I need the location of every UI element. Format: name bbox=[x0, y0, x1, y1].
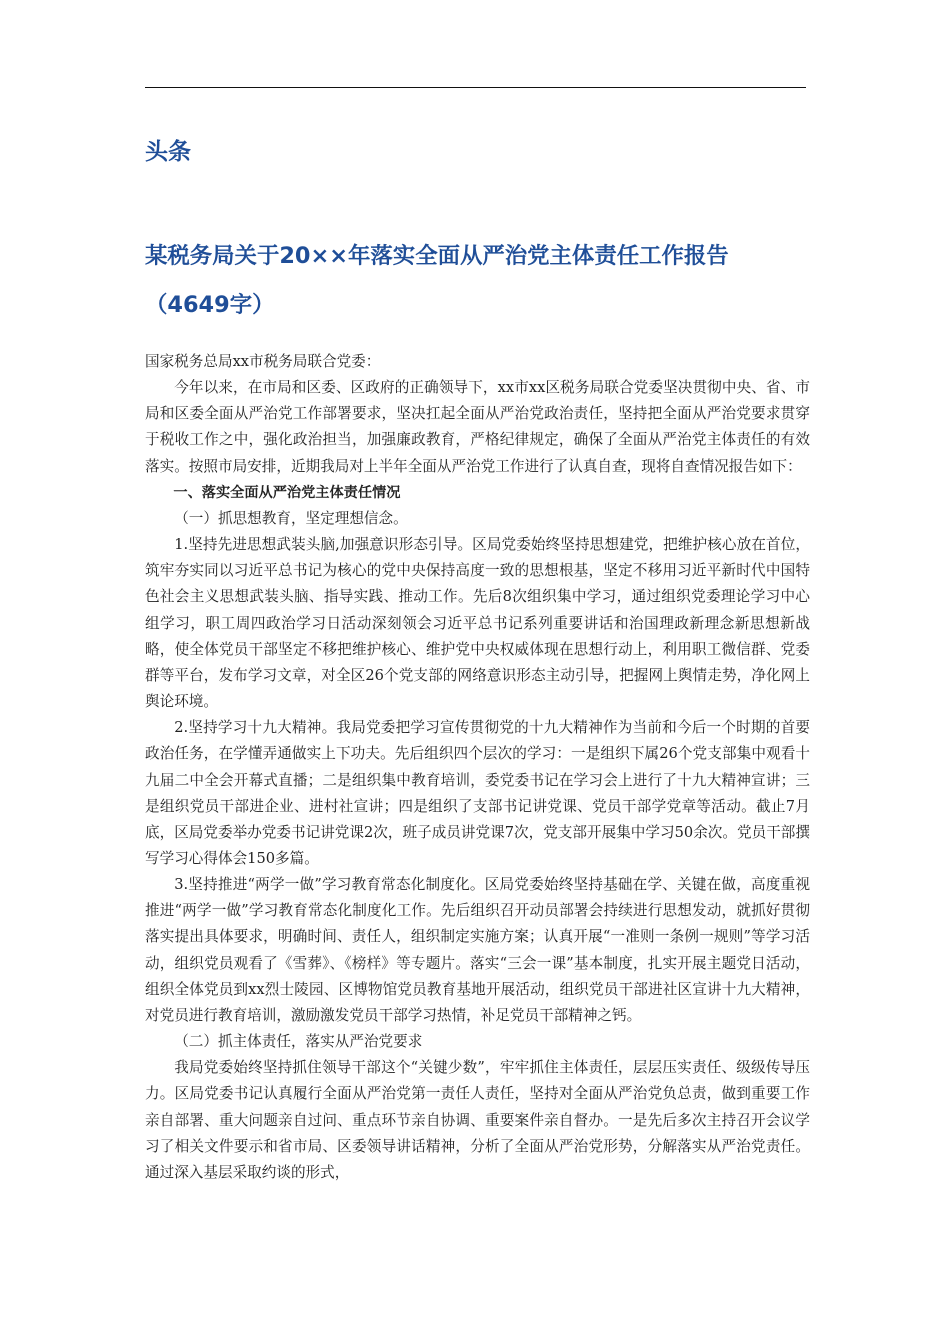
section-label: 头条 bbox=[145, 139, 191, 165]
document-title: 某税务局关于20××年落实全面从严治党主体责任工作报告（4649字） bbox=[145, 243, 729, 318]
body-paragraph: 2.坚持学习十九大精神。我局党委把学习宣传贯彻党的十九大精神作为当前和今后一个时期的首要政治任务，在学懂弄通做实上下功夫。先后组织四个层次的学习：一是组织下属26个党支部集中观看十九届二中全会开幕式直播；二是组织集中教育培训，委党委书记在学习会上进行了十九大精神宣讲；三是组织党员干部进企业、进村社宣讲；四是组织了支部书记讲党课、党员干部学党章等活动。截止7月底，区局党委举办党委书记讲党课2次，班子成员讲党课7次，党支部开展集中学习50余次。党员干部撰写学习心得体会150多篇。 bbox=[145, 719, 810, 867]
section-heading: 一、落实全面从严治党主体责任情况 bbox=[173, 484, 401, 501]
document-body bbox=[145, 349, 810, 1186]
intro-paragraph: 今年以来，在市局和区委、区政府的正确领导下，xx市xx区税务局联合党委坚决贯彻中央、省、市局和区委全面从严治党工作部署要求，坚决扛起全面从严治党政治责任，坚持把全面从严治党要求贯穿于税收工作之中，强化政治担当，加强廉政教育，严格纪律规定，确保了全面从严治党主体责任的有效落实。按照市局安排，近期我局对上半年全面从严治党工作进行了认真自查，现将自查情况报告如下： bbox=[145, 379, 810, 475]
subsection-heading: （一）抓思想教育，坚定理想信念。 bbox=[174, 509, 408, 527]
body-paragraph: 3.坚持推进“两学一做”学习教育常态化制度化。区局党委始终坚持基础在学、关键在做，高度重视推进“两学一做”学习教育常态化制度化工作。先后组织召开动员部署会持续进行思想发动，就抓好贯彻落实提出具体要求，明确时间、责任人，组织制定实施方案；认真开展“一准则一条例一规则”等学习活动，组织党员观看了《雪葬》、《榜样》等专题片。落实“三会一课”基本制度，扎实开展主题党日活动，组织全体党员到xx烈士陵园、区博物馆党员教育基地开展活动，组织党员干部进社区宣讲十九大精神，对党员进行教育培训，激励激发党员干部学习热情，补足党员干部精神之钙。 bbox=[145, 876, 810, 1024]
header-rule bbox=[145, 87, 806, 88]
body-paragraph: 我局党委始终坚持抓住领导干部这个“关键少数”，牢牢抓住主体责任，层层压实责任、级级传导压力。区局党委书记认真履行全面从严治党第一责任人责任，坚持对全面从严治党负总责，做到重要工作亲自部署、重大问题亲自过问、重点环节亲自协调、重要案件亲自督办。一是先后多次主持召开会议学习了相关文件要示和省市局、区委领导讲话精神，分析了全面从严治党形势，分解落实从严治党责任。通过深入基层采取约谈的形式， bbox=[145, 1059, 810, 1181]
body-paragraph: 1.坚持先进思想武装头脑,加强意识形态引导。区局党委始终坚持思想建党，把维护核心放在首位，筑牢夯实同以习近平总书记为核心的党中央保持高度一致的思想根基，坚定不移用习近平新时代中国特色社会主义思想武装头脑、指导实践、推动工作。先后8次组织集中学习，通过组织党委理论学习中心组学习，职工周四政治学习日活动深刻领会习近平总书记系列重要讲话和治国理政新理念新思想新战略，使全体党员干部坚定不移把维护核心、维护党中央权威体现在思想行动上，利用职工微信群、党委群等平台，发布学习文章，对全区26个党支部的网络意识形态主动引导，把握网上舆情走势，净化网上舆论环境。 bbox=[145, 536, 810, 711]
salutation: 国家税务总局xx市税务局联合党委： bbox=[145, 353, 381, 370]
subsection-heading: （二）抓主体责任，落实从严治党要求 bbox=[174, 1033, 423, 1051]
